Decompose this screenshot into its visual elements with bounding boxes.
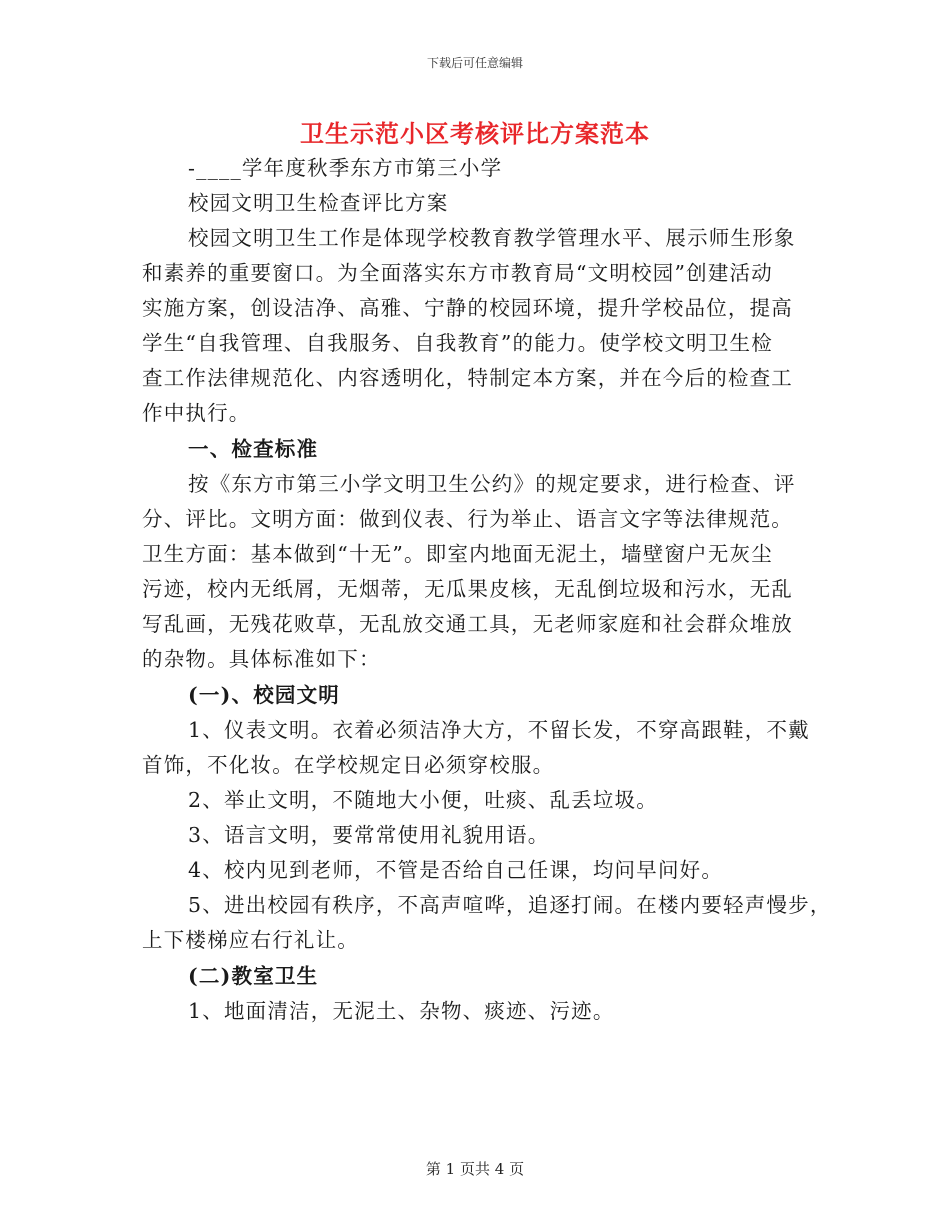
paragraph-line: 实施方案，创设洁净、高雅、宁静的校园环境，提升学校品位，提高 — [142, 296, 793, 320]
subsection-heading: (二)教室卫生 — [188, 964, 319, 988]
list-item: 1、仪表文明。衣着必须洁净大方，不留长发，不穿高跟鞋，不戴 — [188, 718, 810, 742]
page-header: 下载后可任意编辑 — [426, 56, 523, 70]
school-year-line: -____学年度秋季东方市第三小学 — [188, 156, 503, 180]
paragraph-line: 分、评比。文明方面：做到仪表、行为举止、语言文字等法律规范。 — [142, 507, 793, 531]
paragraph-line: 查工作法律规范化、内容透明化，特制定本方案，并在今后的检查工 — [142, 366, 793, 390]
list-item: 2、举止文明，不随地大小便，吐痰、乱丢垃圾。 — [188, 788, 658, 812]
paragraph-line: 卫生方面：基本做到“十无”。即室内地面无泥土，墙壁窗户无灰尘 — [142, 542, 773, 566]
paragraph-line: 污迹，校内无纸屑，无烟蒂，无瓜果皮核，无乱倒垃圾和污水，无乱 — [142, 577, 793, 601]
list-item-continuation: 上下楼梯应右行礼让。 — [142, 928, 359, 952]
document-body — [142, 152, 832, 1030]
list-item: 4、校内见到老师，不管是否给自己任课，均问早问好。 — [188, 858, 724, 882]
page-footer: 第 1 页共 4 页 — [425, 1160, 525, 1178]
paragraph-line: 学生“自我管理、自我服务、自我教育”的能力。使学校文明卫生检 — [142, 331, 773, 355]
subsection-heading: (一)、校园文明 — [188, 683, 340, 707]
plan-subtitle: 校园文明卫生检查评比方案 — [188, 191, 449, 215]
list-item: 1、地面清洁，无泥土、杂物、痰迹、污迹。 — [188, 999, 615, 1023]
list-item: 3、语言文明，要常常使用礼貌用语。 — [188, 823, 550, 847]
paragraph-line: 按《东方市第三小学文明卫生公约》的规定要求，进行检查、评 — [188, 472, 796, 496]
paragraph-line: 和素养的重要窗口。为全面落实东方市教育局“文明校园”创建活动 — [142, 261, 773, 285]
paragraph-line: 写乱画，无残花败草，无乱放交通工具，无老师家庭和社会群众堆放 — [142, 612, 793, 636]
paragraph-line: 的杂物。具体标准如下： — [142, 647, 381, 671]
section-heading: 一、检查标准 — [188, 437, 319, 461]
paragraph-line: 校园文明卫生工作是体现学校教育教学管理水平、展示师生形象 — [188, 226, 796, 250]
paragraph-line: 作中执行。 — [142, 401, 251, 425]
document-title: 卫生示范小区考核评比方案范本 — [300, 119, 650, 148]
list-item: 5、进出校园有秩序，不高声喧哗，追逐打闹。在楼内要轻声慢步， — [188, 893, 832, 917]
list-item-continuation: 首饰，不化妆。在学校规定日必须穿校服。 — [142, 753, 555, 777]
